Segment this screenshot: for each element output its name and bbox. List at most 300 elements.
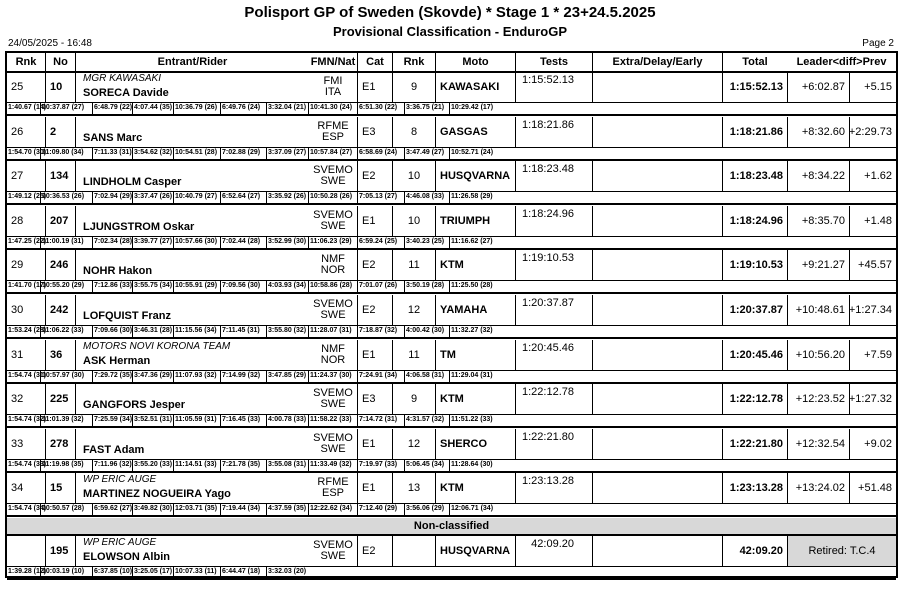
result-entry: [7, 72, 896, 116]
team-name: WP ERIC AUGE: [83, 537, 157, 548]
split-time: 1:39.28 (12): [8, 568, 47, 575]
class-rank: 12: [392, 295, 435, 325]
split-time: 4:37.59 (35): [266, 503, 308, 515]
class-rank: 13: [392, 473, 435, 503]
total-time: 1:20:37.87: [722, 295, 787, 325]
rider-name: NOHR Hakon: [83, 265, 153, 278]
category: E1: [357, 429, 392, 459]
classification-table: [5, 51, 898, 578]
prev-diff: +5.15: [849, 72, 896, 102]
split-times: [7, 459, 896, 471]
split-times: [7, 503, 896, 515]
split-time: 11:06.22 (33): [40, 325, 92, 337]
split-time: 7:14.99 (32): [220, 370, 266, 382]
prev-diff: +1.48: [849, 206, 896, 236]
split-time: 11:05.59 (31): [173, 414, 220, 426]
rider-name: SORECA Davide: [83, 87, 169, 99]
result-entry: [7, 250, 896, 294]
extra-cell: [592, 429, 722, 459]
bib-number: 2: [45, 117, 75, 147]
federation: SVEMO: [313, 387, 353, 400]
tests-cell: [515, 295, 592, 325]
split-time: 3:40.23 (25): [404, 236, 449, 248]
split-time: 11:14.51 (33): [173, 459, 220, 471]
split-time: 10:37.87 (27): [40, 102, 92, 114]
tests-cell: [515, 429, 592, 459]
motorcycle: KTM: [435, 473, 515, 503]
leader-diff: +8:35.70: [787, 206, 849, 236]
split-time: 3:49.82 (30): [132, 503, 173, 515]
split-time: 1:54.70 (30): [8, 148, 47, 156]
split-time: 3:37.47 (26): [132, 191, 173, 203]
split-time: 7:02.88 (29): [220, 147, 266, 159]
split-time: 11:51.22 (33): [449, 414, 499, 426]
tests-time: 1:15:52.13: [522, 74, 574, 86]
split-time: 7:02.34 (28): [92, 236, 132, 248]
rider-name: FAST Adam: [83, 443, 145, 456]
nationality: ITA: [324, 86, 342, 98]
leader-diff: +10:56.20: [787, 340, 849, 370]
split-time: 11:25.50 (28): [449, 280, 499, 292]
category: E3: [357, 384, 392, 414]
federation: SVEMO: [313, 431, 353, 444]
split-time: 11:16.62 (27): [449, 236, 499, 248]
result-entry: [7, 161, 896, 205]
class-rank: 9: [392, 384, 435, 414]
result-row: [7, 536, 896, 567]
category: E1: [357, 206, 392, 236]
split-time: 11:00.19 (31): [40, 236, 92, 248]
nationality: ESP: [321, 130, 344, 143]
extra-cell: [592, 536, 722, 566]
total-time: 42:09.20: [722, 536, 787, 566]
tests-cell: [515, 384, 592, 414]
col-moto: Moto: [435, 53, 515, 71]
motorcycle: SHERCO: [435, 429, 515, 459]
split-times: [7, 280, 896, 292]
split-times: [7, 191, 896, 203]
fmn-nat-cell: [309, 429, 357, 459]
split-time: 4:46.08 (33): [404, 191, 449, 203]
nationality: SWE: [320, 175, 346, 188]
split-time: 7:11.45 (31): [220, 325, 266, 337]
split-time: 7:01.07 (26): [357, 280, 404, 292]
category: E1: [357, 340, 392, 370]
tests-cell: [515, 340, 592, 370]
col-tests: Tests: [515, 53, 592, 71]
result-row: [7, 206, 896, 237]
split-time: 6:59.24 (25): [357, 236, 404, 248]
tests-time: 1:22:12.78: [522, 386, 574, 399]
federation: SVEMO: [313, 298, 353, 310]
col-rnk: Rnk: [15, 56, 37, 68]
split-time: 11:26.58 (29): [449, 191, 499, 203]
nonclassified-entry: [7, 536, 896, 580]
nationality: NOR: [320, 353, 346, 366]
motorcycle: KAWASAKI: [435, 72, 515, 102]
split-time: 11:19.98 (35): [40, 459, 92, 471]
split-time: 3:47.49 (27): [404, 147, 449, 159]
result-row: [7, 384, 896, 415]
result-row: [7, 429, 896, 460]
rank-cell: [7, 536, 45, 566]
rank-cell: 25: [11, 81, 24, 93]
split-time: 7:21.78 (35): [220, 459, 266, 471]
split-time: 10:03.19 (10): [40, 566, 92, 578]
leader-diff: +12:32.54: [787, 429, 849, 459]
fmn-nat-cell: [309, 536, 357, 566]
page-title: Polisport GP of Sweden (Skovde) * Stage 1 * 23+24.5.2025: [244, 4, 656, 21]
status-badge: Retired: T.C.4: [787, 536, 896, 566]
motorcycle: GASGAS: [435, 117, 515, 147]
bib-number: 242: [45, 295, 75, 325]
total-time: 1:22:12.78: [722, 384, 787, 414]
category: E1: [357, 72, 392, 102]
split-time: 4:03.93 (34): [266, 280, 308, 292]
team-name: WP ERIC AUGE: [83, 474, 157, 486]
split-time: 1:54.74 (33): [8, 460, 47, 468]
split-time: 7:25.59 (34): [92, 414, 132, 426]
total-time: 1:18:21.86: [722, 117, 787, 147]
class-rank: 12: [392, 429, 435, 459]
team-name: MGR KAWASAKI: [83, 73, 161, 84]
class-rank: 11: [392, 340, 435, 370]
nationality: ESP: [321, 487, 344, 500]
team-name: MOTORS NOVI KORONA TEAM: [83, 340, 231, 352]
split-time: 10:57.84 (27): [308, 147, 357, 159]
split-times: [7, 370, 896, 382]
page-subtitle: Provisional Classification - EnduroGP: [332, 24, 568, 39]
split-time: 7:12.86 (33): [92, 280, 132, 292]
split-time: 3:55.80 (32): [266, 325, 308, 337]
tests-time: 42:09.20: [531, 538, 574, 550]
split-time: 7:02.44 (28): [220, 236, 266, 248]
category: E2: [357, 536, 392, 566]
split-time: 7:09.66 (30): [92, 325, 132, 337]
rider-name: LOFQUIST Franz: [83, 310, 171, 322]
col-rider: Entrant/Rider: [75, 53, 309, 71]
prev-diff: +51.48: [849, 473, 896, 503]
rank-cell: 33: [11, 437, 24, 450]
split-time: 10:54.51 (28): [173, 147, 220, 159]
tests-time: 1:20:45.46: [522, 341, 574, 354]
tests-time: 1:18:24.96: [522, 207, 574, 220]
extra-cell: [592, 295, 722, 325]
prev-diff: +7.59: [849, 340, 896, 370]
total-time: 1:20:45.46: [722, 340, 787, 370]
result-row: [7, 117, 896, 148]
class-rank: 10: [392, 206, 435, 236]
federation: NMF: [321, 253, 345, 266]
rank-cell: 34: [11, 482, 24, 495]
split-time: 3:32.03 (20): [266, 566, 308, 578]
total-time: 1:23:13.28: [722, 473, 787, 503]
result-entry: [7, 384, 896, 428]
split-time: 4:07.44 (35): [132, 102, 173, 114]
split-time: 1:54.74 (31): [8, 371, 47, 379]
split-time: 10:36.53 (26): [40, 191, 92, 203]
prev-diff: +1:27.34: [849, 295, 896, 325]
split-time: 3:36.75 (21): [404, 102, 449, 114]
split-time: 10:55.20 (29): [40, 280, 92, 292]
split-times: [7, 566, 896, 578]
class-rank: 10: [392, 161, 435, 191]
leader-diff: +13:24.02: [787, 473, 849, 503]
bib-number: 207: [45, 206, 75, 236]
result-row: [7, 340, 896, 371]
split-time: 3:25.05 (17): [132, 566, 173, 578]
split-time: 7:05.13 (27): [357, 191, 404, 203]
bib-number: 10: [45, 72, 75, 102]
col-no: No: [45, 53, 75, 71]
motorcycle: TRIUMPH: [435, 206, 515, 236]
col-total: Total: [722, 53, 787, 71]
split-times: [7, 147, 896, 159]
split-time: 11:07.93 (32): [173, 370, 220, 382]
rider-cell: [75, 250, 309, 280]
motorcycle: HUSQVARNA: [435, 536, 515, 566]
split-time: 12:22.62 (34): [308, 503, 357, 515]
nonclassified-header: Non-classified: [7, 518, 896, 536]
bib-number: 15: [45, 473, 75, 503]
split-time: 1:41.70 (17): [8, 282, 47, 290]
split-time: 10:55.91 (29): [173, 280, 220, 292]
split-time: 7:09.56 (30): [220, 280, 266, 292]
result-entry: [7, 340, 896, 384]
split-time: 12:06.71 (34): [449, 503, 499, 515]
split-time: 1:53.24 (28): [8, 327, 47, 334]
rider-name: LINDHOLM Casper: [83, 176, 182, 189]
tests-time: 1:18:23.48: [522, 163, 574, 176]
prev-diff: +2:29.73: [849, 117, 896, 147]
split-time: 10:57.97 (30): [40, 370, 92, 382]
leader-diff: +8:32.60: [787, 117, 849, 147]
tests-time: 1:23:13.28: [522, 475, 574, 488]
split-time: 10:36.79 (26): [173, 102, 220, 114]
rider-cell: [75, 295, 309, 325]
motorcycle: KTM: [435, 250, 515, 280]
rider-cell: [75, 206, 309, 236]
rider-name: ASK Herman: [83, 354, 151, 367]
extra-cell: [592, 384, 722, 414]
split-time: 6:51.30 (22): [357, 102, 404, 114]
extra-cell: [592, 117, 722, 147]
split-time: 3:50.19 (28): [404, 280, 449, 292]
split-time: 12:03.71 (35): [173, 503, 220, 515]
split-time: 10:50.28 (26): [308, 191, 357, 203]
tests-cell: [515, 250, 592, 280]
split-time: 11:06.23 (29): [308, 236, 357, 248]
leader-diff: +8:34.22: [787, 161, 849, 191]
table-header: [7, 53, 896, 73]
split-time: 3:46.31 (28): [132, 325, 173, 337]
col-fmn: FMN/Nat: [310, 56, 356, 68]
extra-cell: [592, 206, 722, 236]
category: E2: [357, 161, 392, 191]
prev-diff: +9.02: [849, 429, 896, 459]
split-time: 3:32.04 (21): [266, 102, 308, 114]
tests-cell: [515, 206, 592, 236]
col-leader: Leader<diff>Prev: [796, 56, 887, 68]
extra-cell: [592, 340, 722, 370]
fmn-nat-cell: [309, 384, 357, 414]
rank-cell: 27: [11, 170, 24, 183]
split-time: 11:28.07 (31): [308, 325, 357, 337]
extra-cell: [592, 250, 722, 280]
prev-diff: +1:27.32: [849, 384, 896, 414]
split-time: 4:06.58 (31): [404, 370, 449, 382]
tests-time: 1:18:21.86: [522, 118, 574, 131]
split-time: 3:39.77 (27): [132, 236, 173, 248]
rank-cell: 28: [11, 214, 24, 227]
rank-cell: 32: [11, 393, 24, 406]
fmn-nat-cell: [309, 340, 357, 370]
page-number: Page 2: [862, 38, 894, 49]
federation: RFME: [317, 476, 349, 489]
total-time: 1:22:21.80: [722, 429, 787, 459]
col-cat: Cat: [357, 53, 392, 71]
split-time: 5:06.45 (34): [404, 459, 449, 471]
split-time: 1:49.12 (25): [8, 193, 47, 201]
split-time: 7:24.91 (34): [357, 370, 404, 382]
tests-time: 1:19:10.53: [522, 252, 574, 265]
split-time: 6:37.85 (10): [92, 566, 132, 578]
split-time: 6:52.64 (27): [220, 191, 266, 203]
rider-cell: [75, 429, 309, 459]
split-time: 1:54.74 (34): [8, 505, 47, 513]
rider-cell: [75, 340, 309, 370]
federation: SVEMO: [313, 208, 353, 221]
result-row: [7, 250, 896, 281]
result-entry: [7, 429, 896, 473]
fmn-nat-cell: [309, 473, 357, 503]
split-time: 6:48.79 (22): [92, 102, 132, 114]
leader-diff: +12:23.52: [787, 384, 849, 414]
split-time: 10:07.33 (11): [173, 566, 220, 578]
leader-diff: +6:02.87: [787, 72, 849, 102]
rider-cell: [75, 473, 309, 503]
federation: FMI: [323, 75, 343, 87]
prev-diff: +1.62: [849, 161, 896, 191]
category: E2: [357, 250, 392, 280]
split-time: 7:16.45 (33): [220, 414, 266, 426]
total-time: 1:15:52.13: [722, 72, 787, 102]
category: E1: [357, 473, 392, 503]
split-time: 11:15.56 (34): [173, 325, 220, 337]
split-time: 10:50.57 (28): [40, 503, 92, 515]
tests-cell: [515, 161, 592, 191]
split-time: 11:29.04 (31): [449, 370, 499, 382]
class-rank: 8: [392, 117, 435, 147]
result-row: [7, 161, 896, 192]
fmn-nat-cell: [309, 295, 357, 325]
split-time: 6:49.76 (24): [220, 102, 266, 114]
rank-cell: 31: [11, 348, 24, 361]
split-time: 10:41.30 (24): [308, 102, 357, 114]
split-time: 3:52.99 (30): [266, 236, 308, 248]
split-time: 10:40.79 (27): [173, 191, 220, 203]
split-time: 3:54.62 (32): [132, 147, 173, 159]
rider-name: GANGFORS Jesper: [83, 399, 186, 412]
split-time: 10:58.86 (28): [308, 280, 357, 292]
tests-cell: [515, 72, 592, 102]
federation: NMF: [321, 342, 345, 355]
split-time: 11:24.37 (30): [308, 370, 357, 382]
nationality: SWE: [320, 309, 346, 321]
bib-number: 134: [45, 161, 75, 191]
split-time: 7:12.40 (29): [357, 503, 404, 515]
extra-cell: [592, 72, 722, 102]
fmn-nat-cell: [309, 250, 357, 280]
bib-number: 195: [45, 536, 75, 566]
col-extra: Extra/Delay/Early: [592, 53, 722, 71]
split-time: 4:00.42 (30): [404, 325, 449, 337]
motorcycle: TM: [435, 340, 515, 370]
federation: RFME: [317, 119, 349, 132]
split-time: 6:58.69 (24): [357, 147, 404, 159]
split-times: [7, 325, 896, 337]
rank-cell: 26: [11, 125, 24, 138]
result-row: [7, 295, 896, 326]
split-time: 11:28.64 (30): [449, 459, 499, 471]
split-time: 7:29.72 (35): [92, 370, 132, 382]
split-time: 10:29.42 (17): [449, 102, 499, 114]
split-time: 10:57.66 (30): [173, 236, 220, 248]
tests-time: 1:20:37.87: [522, 297, 574, 309]
nationality: SWE: [320, 398, 346, 411]
result-row: [7, 72, 896, 103]
rider-cell: [75, 384, 309, 414]
split-time: 7:14.72 (31): [357, 414, 404, 426]
split-time: 4:00.78 (33): [266, 414, 308, 426]
split-time: 3:55.75 (34): [132, 280, 173, 292]
class-rank: 11: [392, 250, 435, 280]
split-time: 7:19.97 (33): [357, 459, 404, 471]
nationality: SWE: [320, 442, 346, 455]
result-row: [7, 473, 896, 504]
split-time: 7:11.33 (31): [92, 147, 132, 159]
rider-cell: [75, 536, 309, 566]
col-class-rnk: Rnk: [392, 53, 435, 71]
federation: SVEMO: [313, 539, 353, 551]
split-times: [7, 236, 896, 248]
tests-cell: [515, 536, 592, 566]
split-time: 11:01.39 (32): [40, 414, 92, 426]
tests-cell: [515, 473, 592, 503]
split-time: 4:31.57 (32): [404, 414, 449, 426]
extra-cell: [592, 473, 722, 503]
result-entry: [7, 206, 896, 250]
class-rank: [392, 536, 435, 566]
fmn-nat-cell: [309, 117, 357, 147]
split-time: 11:33.49 (32): [308, 459, 357, 471]
class-rank: 9: [392, 72, 435, 102]
prev-diff: +45.57: [849, 250, 896, 280]
split-time: 7:02.94 (29): [92, 191, 132, 203]
rider-name: ELOWSON Albin: [83, 551, 170, 563]
leader-diff: +9:21.27: [787, 250, 849, 280]
result-entry: [7, 117, 896, 161]
split-time: 7:11.96 (32): [92, 459, 132, 471]
total-time: 1:19:10.53: [722, 250, 787, 280]
split-time: 3:52.51 (31): [132, 414, 173, 426]
split-time: 7:18.87 (32): [357, 325, 404, 337]
rank-cell: 30: [11, 304, 24, 316]
category: E3: [357, 117, 392, 147]
bib-number: 278: [45, 429, 75, 459]
rider-cell: [75, 117, 309, 147]
split-time: 11:58.22 (33): [308, 414, 357, 426]
